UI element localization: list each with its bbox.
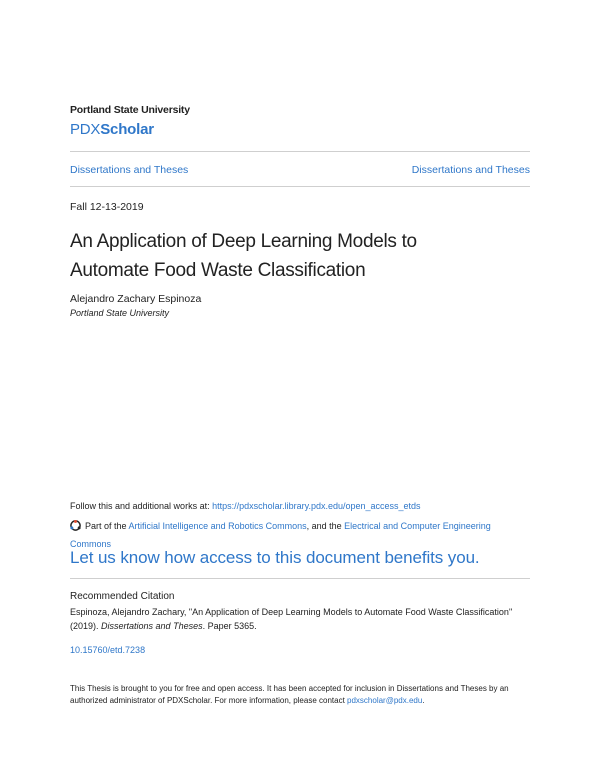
notice-tail: .	[422, 696, 425, 705]
access-feedback-link[interactable]: Let us know how access to this document benefits you.	[70, 548, 480, 567]
citation-text	[70, 605, 530, 633]
citation-series: Dissertations and Theses	[101, 621, 203, 631]
network-commons-icon	[70, 520, 81, 531]
repository-brand-link[interactable]	[70, 121, 154, 138]
follow-line	[70, 501, 421, 511]
publication-date: Fall 12-13-2019	[70, 201, 144, 213]
notice-text: This Thesis is brought to you for free and open access. It has been accepted for inclusion in Dissertations and Theses by an authorized administrator of PDXScholar. For more information, please contact	[70, 684, 509, 705]
collection-link-left[interactable]: Dissertations and Theses	[70, 164, 189, 176]
author-affiliation: Portland State University	[70, 308, 170, 318]
paper-title-line-1: An Application of Deep Learning Models to	[70, 231, 417, 252]
author-name: Alejandro Zachary Espinoza	[70, 293, 202, 305]
part-of-middle: , and the	[306, 521, 345, 531]
ece-commons-link-tail[interactable]: Commons	[70, 539, 112, 549]
contact-email-link[interactable]: pdxscholar@pdx.edu	[347, 696, 423, 705]
brand-suffix: Scholar	[100, 121, 154, 138]
access-divider	[70, 578, 530, 579]
institution-name: Portland State University	[70, 104, 190, 116]
header-divider	[70, 151, 530, 152]
ai-robotics-commons-link[interactable]: Artificial Intelligence and Robotics Commons	[128, 521, 307, 531]
citation-start: Espinoza, Alejandro Zachary, "An Application of Deep Learning Models to Automate Food Waste Classification" (2019).	[70, 607, 513, 631]
citation-end: . Paper 5365.	[202, 621, 257, 631]
part-of-prefix: Part of the	[85, 521, 129, 531]
follow-url-link[interactable]: https://pdxscholar.library.pdx.edu/open_access_etds	[212, 501, 421, 511]
paper-title	[70, 227, 530, 285]
brand-prefix: PDX	[70, 121, 101, 138]
nav-divider	[70, 186, 530, 187]
doi-link[interactable]: 10.15760/etd.7238	[70, 645, 146, 655]
ece-commons-link[interactable]: Electrical and Computer Engineering	[344, 521, 491, 531]
citation-label: Recommended Citation	[70, 591, 175, 602]
access-notice	[70, 683, 540, 707]
collection-link-right[interactable]: Dissertations and Theses	[411, 164, 530, 176]
paper-title-line-2: Automate Food Waste Classification	[70, 260, 366, 281]
follow-text: Follow this and additional works at:	[70, 501, 213, 511]
